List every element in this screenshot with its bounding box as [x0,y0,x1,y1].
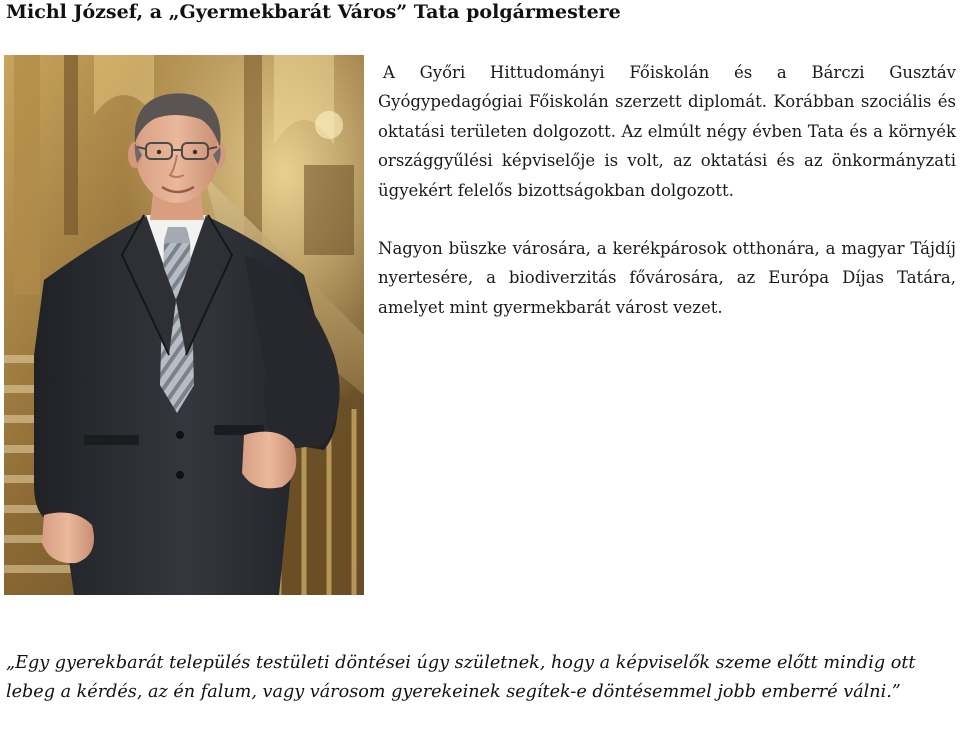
page-title: Michl József, a „Gyermekbarát Város” Tata polgármestere [6,1,621,23]
mayor-portrait [4,55,364,595]
mayor-quote: „Egy gyerekbarát település testületi döntései úgy születnek, hogy a képviselők szeme előtt mindig ott lebeg a kérdés, az én falum, vagy városom gyerekeinek segítek-e döntésemmel jobb emberré válni.” [6,653,916,702]
portrait-illustration [4,55,364,595]
bio-paragraph-education: A Győri Hittudományi Főiskolán és a Bárczi Gusztáv Gyógypedagógiai Főiskolán szerzett diplomát. Korábban szociális és oktatási területen dolgozott. Az elmúlt négy évben Tata és a környék országgyűlési képviselője is volt, az oktatási és az önkormányzati ügyekért felelős bizottságokban dolgozott. [378,63,956,200]
bio-paragraph-city: Nagyon büszke városára, a kerékpárosok otthonára, a magyar Tájdíj nyertesére, a biodiverzitás fővárosára, az Európa Díjas Tatára, amelyet mint gyermekbarát várost vezet. [378,239,956,317]
biography [378,58,956,322]
